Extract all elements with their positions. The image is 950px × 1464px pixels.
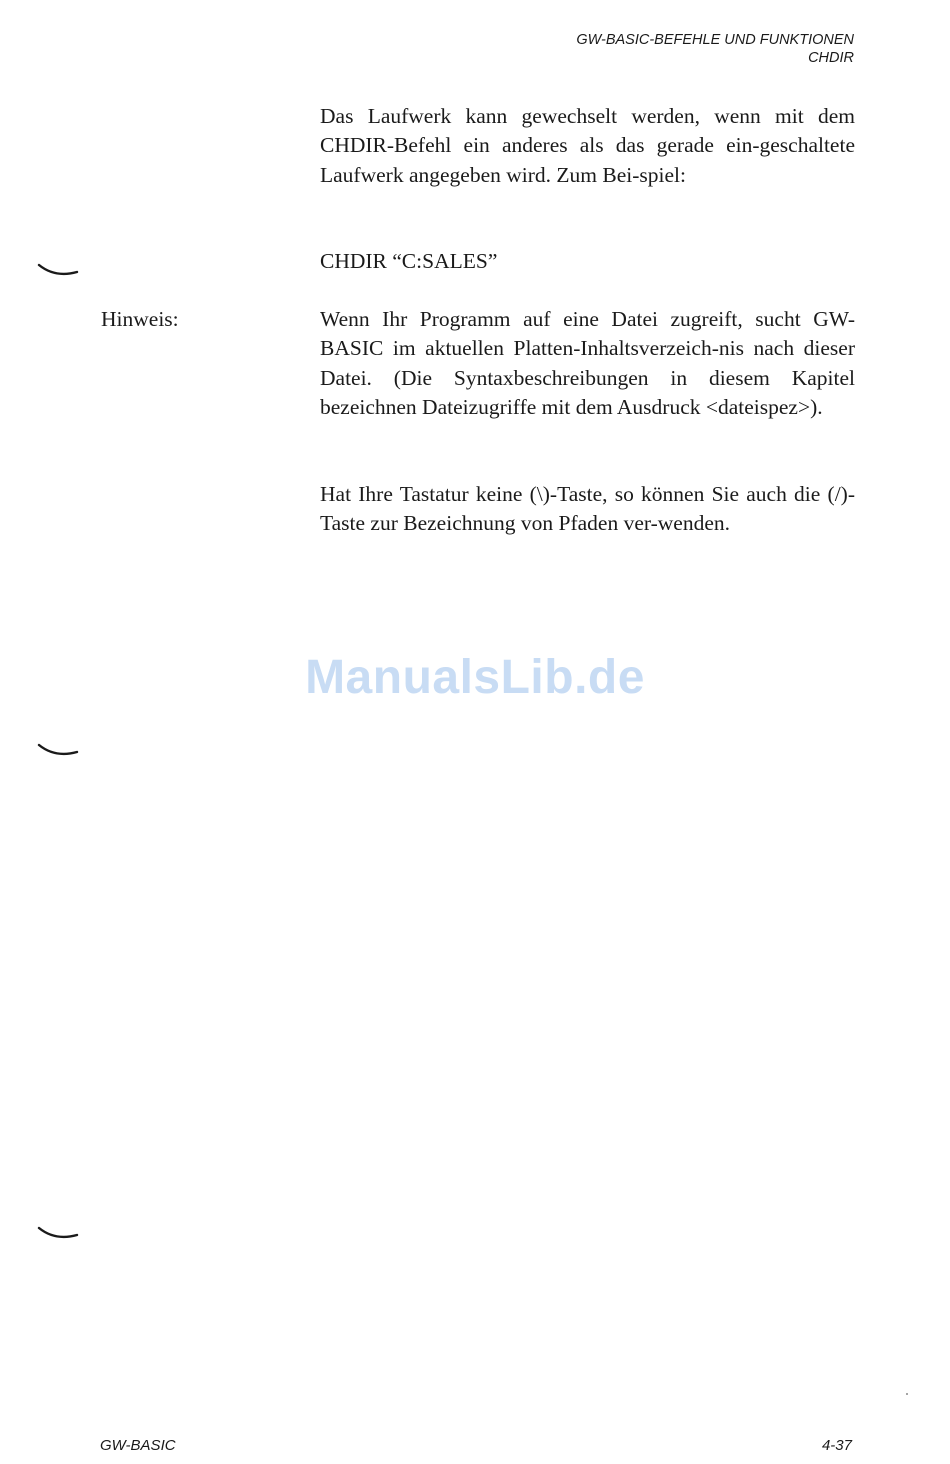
running-header [576,31,854,67]
header-chapter-title: GW-BASIC-BEFEHLE UND FUNKTIONEN [576,32,854,48]
paragraph-drive-change: Das Laufwerk kann gewechselt werden, wenn mit dem CHDIR-Befehl ein anderes als das gerade ein-geschaltete Laufwerk angegeben wird. Zum Bei-spiel: [320,104,855,187]
binding-hole-mark-icon [37,742,79,758]
paragraph-slash-key: Hat Ihre Tastatur keine (\)-Taste, so können Sie auch die (/)-Taste zur Bezeichnung von Pfaden ver-wenden. [320,482,855,536]
watermark: ManualsLib.de [305,651,645,704]
binding-hole-mark-icon [37,262,79,278]
code-example: CHDIR “C:SALES” [320,249,498,273]
page-number: 4-37 [821,1437,852,1454]
note-label: Hinweis: [101,307,179,331]
scan-speck [906,1393,908,1395]
binding-hole-mark-icon [37,1225,79,1241]
footer-manual-title: GW-BASIC [100,1437,176,1454]
paragraph-note: Wenn Ihr Programm auf eine Datei zugreift, sucht GW-BASIC im aktuellen Platten-Inhaltsverzeich-nis nach dieser Datei. (Die Syntaxbeschreibungen in diesem Kapitel bezeichnen Dateizugriffe mit dem Ausdruck <dateispez>). [320,307,855,419]
header-section-title: CHDIR [808,50,854,66]
